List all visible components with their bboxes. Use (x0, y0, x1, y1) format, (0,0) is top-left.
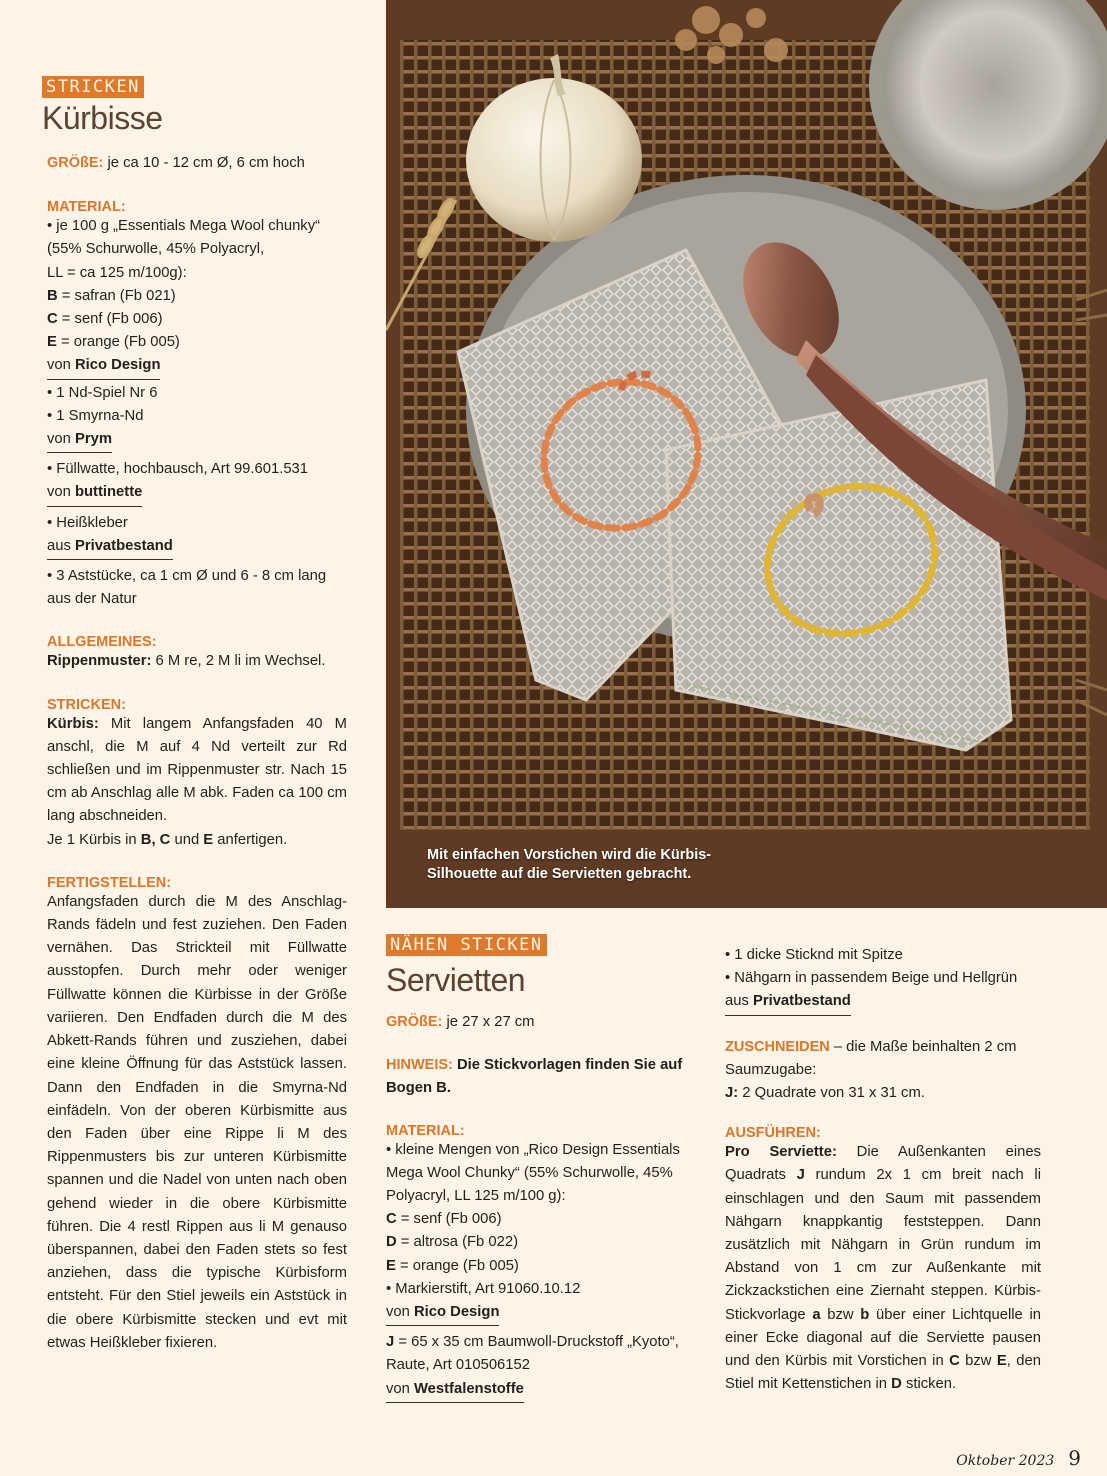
napkins-section (386, 934, 708, 1405)
each-b: B, C (140, 831, 171, 848)
glue-line: • Heißkleber (47, 514, 128, 531)
cut-key: J: (725, 1085, 739, 1102)
general-block (47, 634, 347, 673)
cut-block (725, 1036, 1041, 1106)
source-prefix: von (47, 357, 75, 374)
color-text: = safran (Fb 021) (57, 287, 176, 304)
exec-bold: b (860, 1306, 870, 1323)
size-line (47, 152, 347, 175)
material-text: • kleine Mengen von „Rico Design Essentials Mega Wool Chunky“ (55% Schurwolle, 45% Polyacryl, LL 125 m/100 g): (386, 1141, 680, 1205)
color-key: C (386, 1211, 397, 1228)
cut-value: – die Maße beinhalten 2 cm Saumzugabe: (725, 1038, 1017, 1078)
fabric-text: = 65 x 35 cm Baumwoll-Druckstoff „Kyoto“, Raute, Art 010506152 (386, 1334, 679, 1374)
size-line (386, 1011, 708, 1034)
exec-part: Die Außenkanten eines Quadrats (725, 1144, 1041, 1184)
exec-part: , den Stiel mit Kettenstichen in (725, 1353, 1041, 1393)
color-text: = altrosa (Fb 022) (396, 1234, 518, 1251)
material-line: • je 100 g „Essentials Mega Wool chunky“ (47, 218, 321, 235)
source-prefix: aus (725, 993, 753, 1010)
source-line (47, 481, 347, 508)
section-tag: NÄHEN STICKEN (386, 934, 547, 956)
source-name: Privatbestand (74, 537, 173, 554)
finish-block (47, 875, 347, 1355)
exec-key: Pro Serviette: (725, 1144, 837, 1161)
each-prefix: Je 1 Kürbis in (47, 831, 141, 848)
exec-bold: J (796, 1167, 805, 1184)
general-value: 6 M re, 2 M li im Wechsel. (151, 653, 326, 670)
size-value: je ca 10 - 12 cm Ø, 6 cm hoch (107, 155, 305, 171)
source-underline (47, 481, 142, 506)
finish-text: Anfangsfaden durch die M des Anschlag-Rands fädeln und fest zuziehen. Den Faden vernähen. Das Strickteil mit Füllwatte ausstopfen. Durch mehr oder weniger Füllwatte können die Kürbisse in der Größe variieren. Den Endfaden durch die M des Abkett-Rands führen und zusziehen, dabei eine kleine Öffnung für das Aststück lassen. Dann den Endfaden in die Smyrna-Nd einfädeln. Von der oberen Kürbismitte aus den Faden über eine Rippe li M des Rippenmusters bis zur unteren Kürbismitte spannen und die Nadel von unten nach oben gehend wieder in die obere Kürbismitte führen. Die 4 restl Rippen aus li M genauso überspannen, dabei den Faden stets so fest anziehen, dass die typische Kürbisform entsteht. Für den Stiel jeweils ein Aststück in die obere Kürbismitte stecken und evt mit etwas Heißkleber fixieren. (47, 893, 347, 1351)
source-line (47, 535, 347, 562)
section-title: Servietten (386, 962, 526, 998)
section-tag: STRICKEN (42, 76, 144, 98)
exec-bold: C (949, 1353, 960, 1370)
general-label: ALLGEMEINES: (47, 634, 157, 651)
source-name: Rico Design (413, 1304, 500, 1321)
needle-line: • 1 dicke Sticknd mit Spitze (725, 947, 903, 963)
knitting-block (47, 697, 347, 852)
cut-label: ZUSCHNEIDEN (725, 1038, 830, 1055)
size-label: GRÖßE: (386, 1014, 443, 1030)
source-underline (47, 535, 173, 560)
cut-text (725, 1036, 1041, 1082)
exec-bold: E (996, 1353, 1007, 1370)
knit-section (42, 76, 342, 137)
source-line (386, 1378, 708, 1405)
tool-line: • 1 Nd-Spiel Nr 6 (47, 384, 158, 401)
thread-line: • Nähgarn in passendem Beige und Hellgrün (725, 970, 1018, 987)
exec-block (725, 1125, 1041, 1396)
knitting-text (47, 713, 347, 829)
exec-bold: a (812, 1306, 821, 1323)
source-underline (47, 354, 160, 379)
source-underline (386, 1378, 524, 1403)
fabric-key: J (386, 1334, 395, 1351)
color-key: C (47, 311, 58, 328)
color-line (47, 331, 347, 354)
size-value: je 27 x 27 cm (442, 1014, 535, 1030)
page-number: 9 (1068, 1446, 1081, 1470)
material-line: LL = ca 125 m/100g): (47, 264, 187, 281)
filling-line: • Füllwatte, hochbausch, Art 99.601.531 (47, 461, 309, 478)
source-prefix: von (386, 1380, 414, 1397)
color-line (386, 1208, 708, 1231)
source-name: Rico Design (74, 357, 161, 374)
knitting-value: Mit langem Anfangsfaden 40 M anschl, die M auf 4 Nd verteilt zur Rd schließen und im Rippenmuster str. Nach 15 cm ab Anschlag alle M abk. Faden ca 100 cm lang abschneiden. (47, 715, 347, 825)
source-underline (725, 990, 851, 1015)
photo-illustration (386, 0, 1107, 908)
color-line (386, 1231, 708, 1254)
color-text: = senf (Fb 006) (396, 1211, 502, 1228)
size-label: GRÖßE: (47, 155, 104, 171)
color-text: = orange (Fb 005) (56, 334, 180, 351)
exec-bold: D (891, 1376, 902, 1393)
source-prefix: von (47, 431, 75, 448)
exec-part: über einer Lichtquelle in einer Ecke diagonal auf die Serviette pausen und den Kürbis mit Vorstichen in (725, 1306, 1041, 1370)
photo-caption (427, 846, 711, 884)
source-prefix: von (386, 1304, 414, 1321)
marker-line: • Markierstift, Art 91060.10.12 (386, 1280, 581, 1297)
caption-line: Silhouette auf die Servietten gebracht. (427, 866, 692, 882)
source-line (386, 1301, 708, 1328)
napkins-continued (725, 944, 1041, 1396)
note-text: Die Stickvorlagen finden Sie auf Bogen B. (386, 1057, 683, 1097)
left-column (0, 0, 384, 1476)
page-footer (956, 1446, 1081, 1470)
color-key: D (386, 1234, 397, 1251)
color-key: E (47, 334, 57, 351)
knitting-each (47, 829, 347, 852)
section-title: Kürbisse (42, 100, 163, 136)
color-text: = orange (Fb 005) (395, 1257, 519, 1274)
color-text: = senf (Fb 006) (57, 311, 163, 328)
note-label: HINWEIS: (386, 1057, 453, 1074)
source-prefix: aus (47, 537, 75, 554)
exec-text (725, 1141, 1041, 1396)
color-key: B (47, 287, 58, 304)
source-name: Prym (74, 431, 112, 448)
note-line (386, 1054, 708, 1100)
each-e: E (203, 831, 214, 848)
source-line (725, 990, 1041, 1017)
source-line (47, 428, 347, 455)
branches-line: aus der Natur (47, 591, 137, 608)
branches-line: • 3 Aststücke, ca 1 cm Ø und 6 - 8 cm lang (47, 568, 327, 585)
napkin-material-block (386, 1123, 708, 1405)
caption-line: Mit einfachen Vorstichen wird die Kürbis- (427, 847, 712, 863)
fabric-line (386, 1331, 708, 1377)
source-name: Westfalenstoffe (413, 1380, 524, 1397)
exec-part: sticken. (901, 1376, 957, 1393)
knitting-key: Kürbis: (47, 715, 99, 732)
source-underline (386, 1301, 499, 1326)
source-prefix: von (47, 484, 75, 501)
each-suffix: anfertigen. (213, 831, 288, 848)
material-label: MATERIAL: (386, 1122, 465, 1139)
exec-part: bzw (820, 1306, 861, 1323)
each-and: und (170, 831, 204, 848)
color-line (47, 308, 347, 331)
general-key: Rippenmuster: (47, 653, 152, 670)
source-line (47, 354, 347, 381)
color-key: E (386, 1257, 396, 1274)
source-name: buttinette (74, 484, 143, 501)
exec-part: bzw (959, 1353, 997, 1370)
material-line: (55% Schurwolle, 45% Polyacryl, (47, 241, 265, 258)
cut-dim: 2 Quadrate von 31 x 31 cm. (738, 1085, 925, 1102)
material-block (47, 199, 347, 611)
exec-part: rundum 2x 1 cm breit nach li einschlagen und den Saum mit passendem Nähgarn knappkantig feststeppen. Dann zusätzlich mit Nähgarn in Grün rundum im Abstand von 1 cm zur Außenkante mit Zickzackstichen eine Ziernaht steppen. Kürbis-Stickvorlage (725, 1167, 1041, 1323)
tool-line: • 1 Smyrna-Nd (47, 407, 144, 424)
color-line (47, 285, 347, 308)
exec-label: AUSFÜHREN: (725, 1125, 821, 1142)
table-setting-photo (386, 0, 1107, 908)
issue-date: Oktober 2023 (956, 1453, 1055, 1469)
knitting-label: STRICKEN: (47, 696, 126, 713)
source-name: Privatbestand (752, 993, 851, 1010)
source-underline (47, 428, 112, 453)
general-text (47, 650, 347, 673)
color-line (386, 1255, 708, 1278)
finish-label: FERTIGSTELLEN: (47, 874, 172, 891)
knit-body (47, 152, 347, 1355)
material-label: MATERIAL: (47, 199, 126, 216)
cut-line (725, 1082, 1041, 1105)
